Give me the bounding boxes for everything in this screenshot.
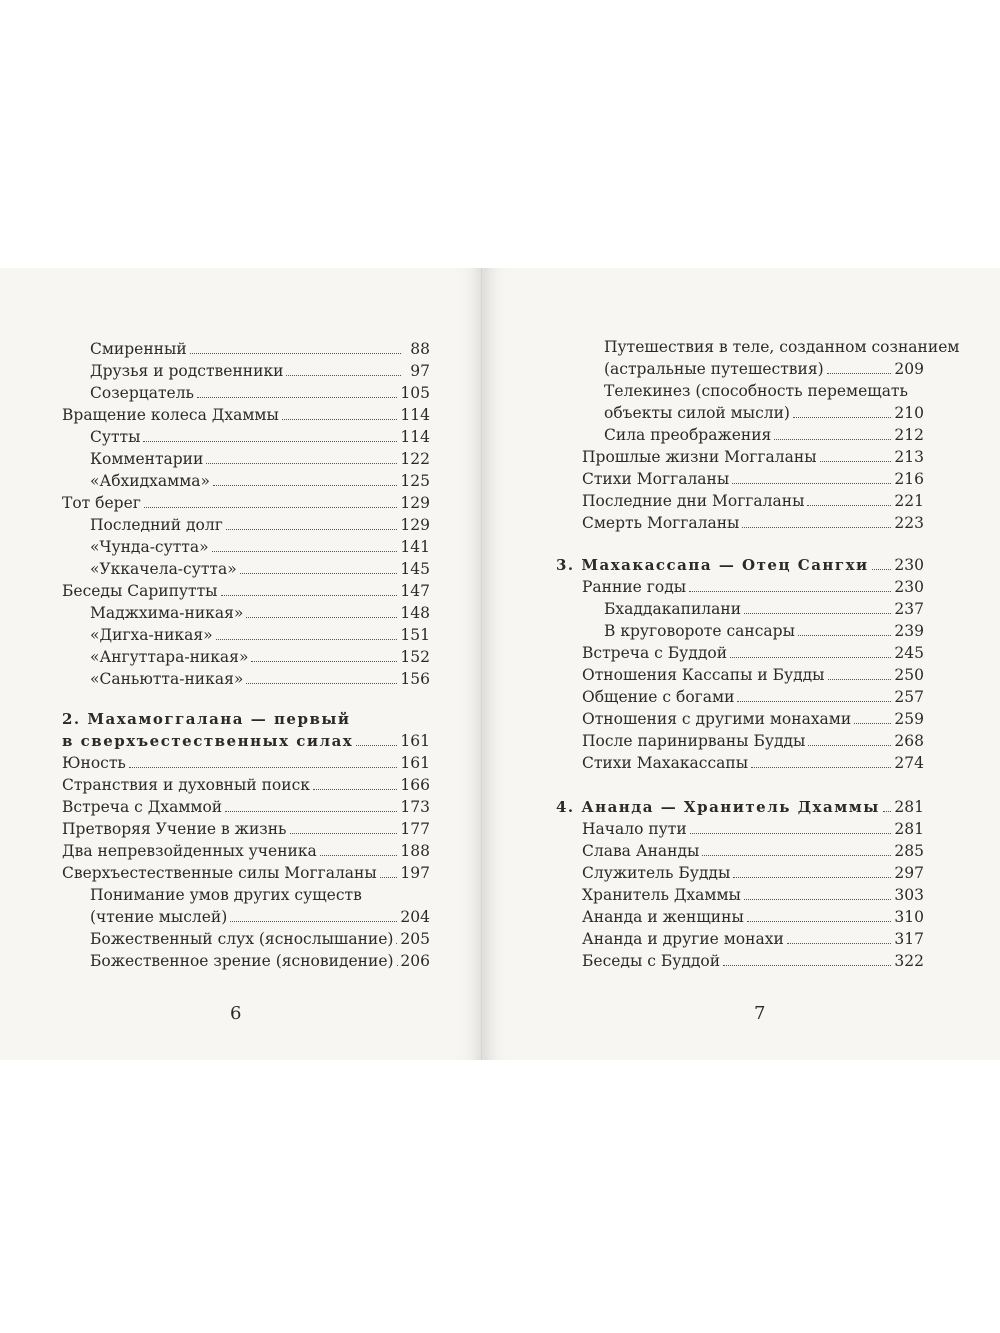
leader-dots	[820, 461, 892, 462]
toc-entry	[582, 752, 924, 774]
toc-entry	[90, 338, 430, 360]
entry-page: 223	[894, 514, 924, 532]
entry-page: 204	[400, 908, 430, 926]
toc-entry	[90, 624, 430, 646]
leader-dots	[827, 373, 892, 374]
entry-title: Встреча с Буддой	[582, 644, 728, 662]
entry-page: 188	[400, 842, 430, 860]
toc-entry	[604, 620, 924, 642]
chapter-title: 4. Ананда — Хранитель Дхаммы	[556, 798, 880, 816]
entry-title: Маджхима-никая»	[90, 604, 244, 622]
entry-title: Созерцатель	[90, 384, 194, 402]
entry-page: 173	[400, 798, 430, 816]
toc-entry	[90, 950, 430, 972]
entry-page: 129	[400, 494, 430, 512]
toc-entry	[90, 514, 430, 536]
toc-entry	[90, 668, 430, 690]
leader-dots	[206, 463, 397, 464]
leader-dots	[828, 679, 892, 680]
entry-page: 152	[400, 648, 430, 666]
right-page	[484, 268, 1000, 1060]
toc-entry	[62, 862, 430, 884]
leader-dots	[190, 353, 401, 354]
toc-entry	[604, 358, 924, 380]
leader-dots	[129, 767, 398, 768]
entry-title: Сила преображения	[604, 426, 772, 444]
entry-title: Телекинез (способность перемещать	[604, 382, 908, 400]
entry-page: 212	[894, 426, 924, 444]
toc-entry	[582, 512, 924, 534]
entry-title: Отношения с другими монахами	[582, 710, 852, 728]
entry-page: 303	[894, 886, 924, 904]
toc-entry	[90, 382, 430, 404]
entry-title: Божественный слух (яснослышание)	[90, 930, 394, 948]
entry-page: 105	[400, 384, 430, 402]
toc-entry	[604, 402, 924, 424]
toc-entry	[62, 840, 430, 862]
entry-title: Вращение колеса Дхаммы	[62, 406, 279, 424]
toc-entry	[90, 536, 430, 558]
entry-title: Друзья и родственники	[90, 362, 284, 380]
entry-title: Два непревзойденных ученика	[62, 842, 317, 860]
entry-page: 221	[894, 492, 924, 510]
leader-dots	[872, 569, 892, 570]
leader-dots	[290, 833, 398, 834]
entry-page: 268	[894, 732, 924, 750]
entry-title: «Абхидхамма»	[90, 472, 210, 490]
entry-page: 147	[400, 582, 430, 600]
leader-dots	[282, 419, 398, 420]
toc-entry	[582, 862, 924, 884]
toc-entry	[90, 360, 430, 382]
leader-dots	[808, 745, 891, 746]
entry-title: Общение с богами	[582, 688, 735, 706]
leader-dots	[702, 855, 891, 856]
leader-dots	[251, 661, 397, 662]
entry-page: 281	[894, 798, 924, 816]
left-page	[0, 268, 482, 1060]
entry-page: 122	[400, 450, 430, 468]
entry-page: 114	[400, 428, 430, 446]
toc-entry	[604, 380, 924, 402]
toc-entry	[90, 448, 430, 470]
entry-title: «Саньютта-никая»	[90, 670, 244, 688]
entry-page: 148	[400, 604, 430, 622]
leader-dots	[286, 375, 401, 376]
entry-title: Начало пути	[582, 820, 687, 838]
leader-dots	[225, 811, 397, 812]
entry-page: 297	[894, 864, 924, 882]
entry-title: (астральные путешествия)	[604, 360, 824, 378]
entry-title: Служитель Будды	[582, 864, 731, 882]
toc-entry	[90, 906, 430, 928]
toc-entry	[582, 906, 924, 928]
entry-title: Сверхъестественные силы Моггаланы	[62, 864, 377, 882]
leader-dots	[723, 965, 891, 966]
entry-title: Последние дни Моггаланы	[582, 492, 805, 510]
page-number: 6	[230, 1003, 242, 1024]
leader-dots	[246, 683, 397, 684]
leader-dots	[246, 617, 397, 618]
toc-entry	[582, 642, 924, 664]
entry-page: 166	[400, 776, 430, 794]
toc-entry	[90, 470, 430, 492]
entry-page: 281	[894, 820, 924, 838]
chapter-heading	[556, 554, 924, 576]
entry-page: 129	[400, 516, 430, 534]
chapter-title: 2. Махамоггалана — первый	[62, 710, 351, 728]
leader-dots	[197, 397, 397, 398]
entry-page: 239	[894, 622, 924, 640]
entry-title: «Уккачела-сутта»	[90, 560, 237, 578]
entry-page: 145	[400, 560, 430, 578]
entry-title: Смерть Моггаланы	[582, 514, 740, 532]
entry-title: «Чунда-сутта»	[90, 538, 209, 556]
leader-dots	[689, 591, 891, 592]
entry-page: 141	[400, 538, 430, 556]
leader-dots	[733, 877, 891, 878]
leader-dots	[730, 657, 891, 658]
leader-dots	[212, 551, 398, 552]
entry-title: Последний долг	[90, 516, 223, 534]
entry-title: В круговороте сансары	[604, 622, 795, 640]
entry-title: Странствия и духовный поиск	[62, 776, 310, 794]
entry-title: Беседы с Буддой	[582, 952, 721, 970]
toc-entry	[90, 646, 430, 668]
leader-dots	[380, 877, 398, 878]
entry-page: 213	[894, 448, 924, 466]
entry-title: Претворяя Учение в жизнь	[62, 820, 287, 838]
toc-entry	[90, 426, 430, 448]
entry-page: 210	[894, 404, 924, 422]
entry-page: 161	[400, 754, 430, 772]
toc-entry	[62, 796, 430, 818]
leader-dots	[230, 921, 397, 922]
toc-entry	[582, 950, 924, 972]
toc-entry	[582, 468, 924, 490]
leader-dots	[742, 527, 891, 528]
toc-entry	[582, 730, 924, 752]
toc-entry	[582, 928, 924, 950]
entry-page: 322	[894, 952, 924, 970]
toc-entry	[582, 818, 924, 840]
leader-dots	[732, 483, 891, 484]
chapter-heading	[62, 730, 430, 752]
chapter-title: в сверхъестественных силах	[62, 732, 354, 750]
page-number: 7	[754, 1003, 766, 1024]
entry-page: 259	[894, 710, 924, 728]
leader-dots	[854, 723, 891, 724]
leader-dots	[213, 485, 397, 486]
chapter-heading	[556, 796, 924, 818]
entry-page: 151	[400, 626, 430, 644]
leader-dots	[396, 943, 397, 944]
entry-title: «Дигха-никая»	[90, 626, 213, 644]
leader-dots	[397, 965, 398, 966]
entry-page: 197	[400, 864, 430, 882]
leader-dots	[144, 507, 398, 508]
entry-page: 237	[894, 600, 924, 618]
entry-title: Прошлые жизни Моггаланы	[582, 448, 817, 466]
leader-dots	[240, 573, 398, 574]
entry-page: 205	[400, 930, 430, 948]
entry-page: 97	[410, 362, 430, 380]
leader-dots	[883, 811, 892, 812]
entry-title: Хранитель Дхаммы	[582, 886, 741, 904]
toc-entry	[582, 446, 924, 468]
leader-dots	[787, 943, 892, 944]
entry-title: Слава Ананды	[582, 842, 700, 860]
entry-page: 250	[894, 666, 924, 684]
leader-dots	[737, 701, 891, 702]
toc-entry	[582, 884, 924, 906]
entry-title: Стихи Моггаланы	[582, 470, 730, 488]
entry-title: Беседы Сарипутты	[62, 582, 218, 600]
leader-dots	[221, 595, 398, 596]
entry-page: 114	[400, 406, 430, 424]
toc-entry	[582, 490, 924, 512]
leader-dots	[751, 767, 891, 768]
leader-dots	[320, 855, 398, 856]
leader-dots	[747, 921, 892, 922]
entry-page: 317	[894, 930, 924, 948]
entry-page: 88	[410, 340, 430, 358]
entry-page: 245	[894, 644, 924, 662]
leader-dots	[226, 529, 398, 530]
leader-dots	[744, 899, 892, 900]
leader-dots	[774, 439, 891, 440]
entry-page: 209	[894, 360, 924, 378]
entry-title: Стихи Махакассапы	[582, 754, 749, 772]
entry-page: 156	[400, 670, 430, 688]
entry-title: Путешествия в теле, созданном сознанием	[604, 338, 960, 356]
entry-title: Понимание умов других существ	[90, 886, 362, 904]
leader-dots	[744, 613, 891, 614]
entry-page: 216	[894, 470, 924, 488]
toc-entry	[582, 686, 924, 708]
entry-page: 230	[894, 578, 924, 596]
entry-title: Сутты	[90, 428, 141, 446]
entry-title: Комментарии	[90, 450, 204, 468]
toc-entry	[582, 576, 924, 598]
leader-dots	[807, 505, 891, 506]
entry-page: 285	[894, 842, 924, 860]
entry-page: 274	[894, 754, 924, 772]
leader-dots	[313, 789, 397, 790]
entry-page: 230	[894, 556, 924, 574]
entry-page: 125	[400, 472, 430, 490]
toc-entry	[62, 492, 430, 514]
chapter-heading	[62, 708, 430, 730]
toc-entry	[90, 558, 430, 580]
entry-title: Ранние годы	[582, 578, 687, 596]
entry-title: (чтение мыслей)	[90, 908, 228, 926]
entry-page: 161	[400, 732, 430, 750]
entry-title: Юность	[62, 754, 126, 772]
leader-dots	[690, 833, 892, 834]
entry-page: 310	[894, 908, 924, 926]
leader-dots	[793, 417, 891, 418]
entry-title: Смиренный	[90, 340, 187, 358]
entry-page: 206	[400, 952, 430, 970]
entry-title: Бхаддакапилани	[604, 600, 742, 618]
entry-page: 177	[400, 820, 430, 838]
entry-title: Отношения Кассапы и Будды	[582, 666, 825, 684]
entry-title: Тот берег	[62, 494, 141, 512]
entry-title: «Ангуттара-никая»	[90, 648, 249, 666]
entry-title: Ананда и другие монахи	[582, 930, 784, 948]
entry-title: Встреча с Дхаммой	[62, 798, 223, 816]
toc-entry	[90, 928, 430, 950]
toc-entry	[604, 336, 960, 358]
toc-entry	[582, 840, 924, 862]
leader-dots	[798, 635, 891, 636]
toc-entry	[62, 818, 430, 840]
toc-entry	[62, 580, 430, 602]
toc-entry	[90, 884, 430, 906]
toc-entry	[604, 424, 924, 446]
entry-title: После паринирваны Будды	[582, 732, 806, 750]
entry-title: Божественное зрение (ясновидение)	[90, 952, 394, 970]
toc-entry	[90, 602, 430, 624]
toc-entry	[62, 404, 430, 426]
toc-entry	[62, 774, 430, 796]
toc-entry	[582, 664, 924, 686]
chapter-title: 3. Махакассапа — Отец Сангхи	[556, 556, 869, 574]
entry-title: Ананда и женщины	[582, 908, 744, 926]
leader-dots	[216, 639, 398, 640]
leader-dots	[143, 441, 397, 442]
entry-page: 257	[894, 688, 924, 706]
leader-dots	[356, 745, 397, 746]
entry-title: объекты силой мысли)	[604, 404, 790, 422]
toc-entry	[62, 752, 430, 774]
toc-entry	[604, 598, 924, 620]
toc-entry	[582, 708, 924, 730]
